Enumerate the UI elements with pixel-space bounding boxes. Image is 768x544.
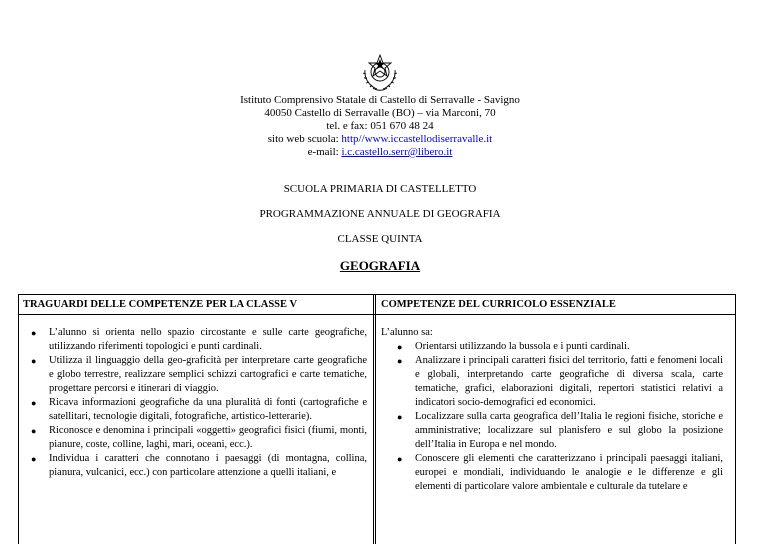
- competenze-list: [381, 340, 723, 494]
- email-link[interactable]: i.c.castello.serr@libero.it: [341, 146, 453, 158]
- bullet-icon: ●: [31, 454, 37, 464]
- email-label: e-mail:: [307, 146, 342, 158]
- program-title: PROGRAMMAZIONE ANNUALE DI GEOGRAFIA: [259, 208, 501, 220]
- bullet-icon: ●: [31, 426, 37, 436]
- italian-republic-emblem-icon: [361, 52, 399, 92]
- bullet-icon: ●: [397, 454, 403, 464]
- header-competenze: COMPETENZE DEL CURRICOLO ESSENZIALE: [381, 299, 616, 310]
- bullet-icon: ●: [31, 398, 37, 408]
- column-divider: [375, 295, 376, 544]
- school-header: [150, 94, 610, 159]
- list-item: ● Conoscere gli elementi che caratterizzano i principali paesaggi italiani, europei e mondiali, individuando le analogie e le differenze e gli elementi di particolare valore ambientale e culturale da tutelare e: [397, 453, 723, 492]
- subject-title: GEOGRAFIA: [339, 258, 421, 273]
- bullet-icon: ●: [397, 412, 403, 422]
- traguardi-list: [27, 326, 367, 480]
- list-item: ● Individua i caratteri che connotano i paesaggi (di montagna, collina, pianura, vulcanici, ecc.) con particolare attenzione a quelli italiani, e: [31, 453, 367, 478]
- school-website-line: [150, 133, 610, 146]
- list-item: ● Localizzare sulla carta geografica dell’Italia le regioni fisiche, storiche e amministrative; localizzare sul planisfero e sul globo la posizione dell’Italia in Europa e nel mondo.: [397, 411, 723, 450]
- list-item: ● Analizzare i principali caratteri fisici del territorio, fatti e fenomeni locali e globali, interpretando carte geografiche di diversa scala, carte tematiche, grafici, elaborazioni digitali, repertori statistici relativi a indicatori socio-demografici ed economici.: [397, 355, 723, 408]
- header-traguardi: TRAGUARDI DELLE COMPETENZE PER LA CLASSE V: [23, 299, 298, 310]
- list-item: ● Utilizza il linguaggio della geo-graficità per interpretare carte geografiche e globo terrestre, realizzare semplici schizzi cartografici e carte tematiche, progettare percorsi e itinerari di viaggio.: [31, 355, 367, 394]
- list-item: ● L’alunno si orienta nello spazio circostante e sulle carte geografiche, utilizzando riferimenti topologici e punti cardinali.: [31, 327, 367, 352]
- competenze-cell: [381, 326, 723, 494]
- list-item: ● Ricava informazioni geografiche da una pluralità di fonti (cartografiche e satellitari, tecnologie digitali, fotografiche, artistico-letterarie).: [31, 397, 367, 422]
- traguardi-cell: [27, 326, 367, 480]
- list-item: ● Riconosce e denomina i principali «oggetti» geografici fisici (fiumi, monti, pianure, coste, colline, laghi, mari, oceani, ecc.).: [31, 425, 367, 450]
- website-label: sito web scuola:: [267, 133, 342, 145]
- competences-table: [18, 294, 736, 544]
- school-title: SCUOLA PRIMARIA DI CASTELLETTO: [283, 183, 477, 195]
- school-phone: tel. e fax: 051 670 48 24: [326, 120, 434, 132]
- bullet-icon: ●: [31, 328, 37, 338]
- bullet-icon: ●: [397, 342, 403, 352]
- competenze-intro: L’alunno sa:: [381, 327, 433, 338]
- school-name: Istituto Comprensivo Statale di Castello di Serravalle - Savigno: [240, 94, 520, 106]
- bullet-icon: ●: [31, 356, 37, 366]
- website-link[interactable]: http//www.iccastellodiserravalle.it: [341, 133, 493, 145]
- school-email-line: [150, 146, 610, 159]
- school-address: 40050 Castello di Serravalle (BO) – via Marconi, 70: [264, 107, 496, 119]
- column-divider: [373, 295, 374, 544]
- class-title: CLASSE QUINTA: [337, 233, 423, 245]
- list-item: ● Orientarsi utilizzando la bussola e i punti cardinali.: [397, 341, 630, 352]
- bullet-icon: ●: [397, 356, 403, 366]
